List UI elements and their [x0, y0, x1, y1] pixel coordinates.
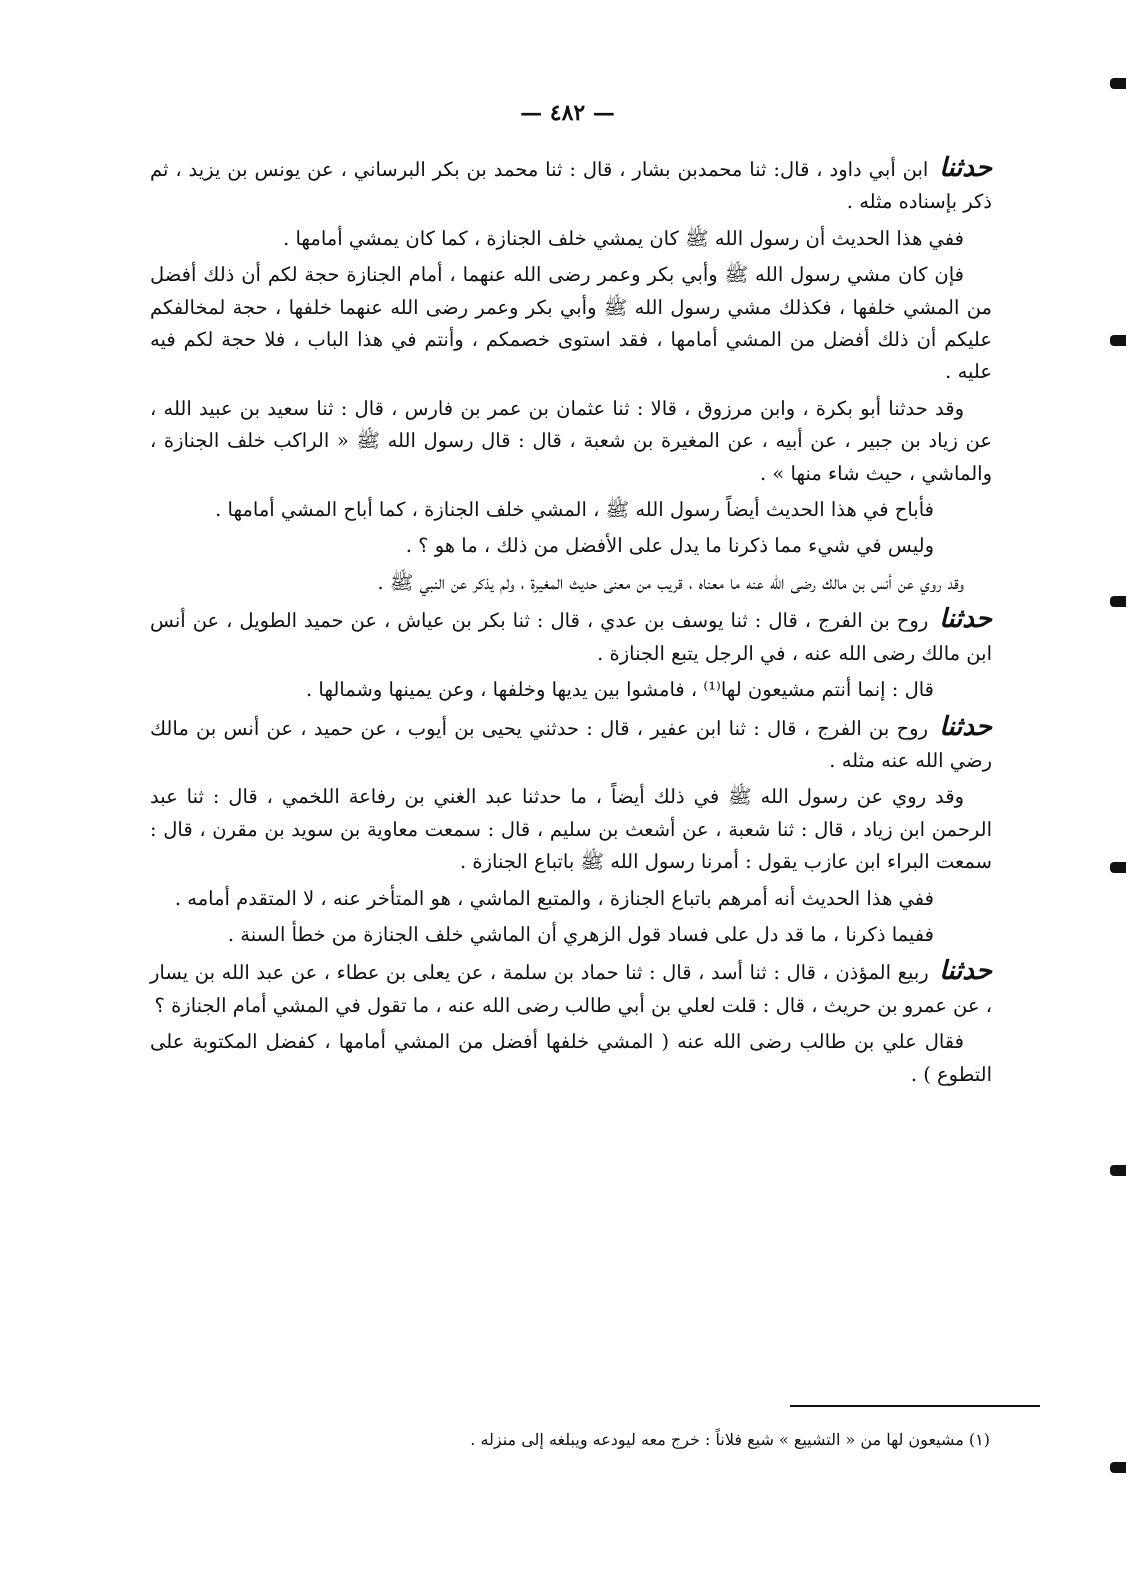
binding-mark — [1110, 1165, 1126, 1176]
paragraph — [150, 711, 992, 778]
paragraph-text: روح بن الفرج ، قال : ثنا ابن عفير ، قال : حدثني يحيى بن أيوب ، عن حميد ، عن أنس بن مالك رضي الله عنه مثله . — [150, 716, 992, 772]
paragraph — [150, 603, 992, 670]
paragraph — [150, 919, 992, 951]
paragraph — [150, 259, 992, 389]
paragraph-text: فأباح في هذا الحديث أيضاً رسول الله ﷺ ، المشي خلف الجنازة ، كما أباح المشي أمامها . — [215, 498, 934, 522]
paragraph — [150, 530, 992, 562]
paragraph — [150, 883, 992, 915]
paragraph — [150, 223, 992, 255]
paragraph — [150, 1026, 992, 1091]
paragraph-text: ففي هذا الحديث أنه أمرهم باتباع الجنازة ، والمتبع الماشي ، هو المتأخر عنه ، لا المتقدم أمامه . — [174, 886, 934, 910]
paragraph — [150, 955, 992, 1022]
paragraph-text: ابن أبي داود ، قال: ثنا محمدبن بشار ، قال : ثنا محمد بن بكر البرساني ، عن يونس بن يزيد ، ثم ذكر بإسناده مثله . — [150, 158, 992, 214]
footnote: (١) مشيعون لها من « التشييع » شيع فلاناً : خرج معه ليودعه ويبلغه إلى منزله . — [470, 1430, 990, 1449]
paragraph-text: ففي هذا الحديث أن رسول الله ﷺ كان يمشي خلف الجنازة ، كما كان يمشي أمامها . — [283, 226, 964, 250]
paragraph-text: روح بن الفرج ، قال : ثنا يوسف بن عدي ، قال : ثنا بكر بن عياش ، عن حميد الطويل ، عن أنس ابن مالك رضى الله عنه ، في الرجل يتبع الجنازة . — [150, 609, 992, 665]
binding-mark — [1110, 596, 1126, 607]
paragraph — [150, 674, 992, 706]
page-number: — ٤٨٢ — — [520, 100, 615, 126]
binding-mark — [1110, 1462, 1126, 1473]
paragraph-text: وقد روي عن أنس بن مالك رضى الله عنه ما معناه ، قريب من معنى حديث المغيرة ، ولم يذكر عن النبي ﷺ . — [377, 570, 964, 594]
footnote-divider — [790, 1405, 1040, 1407]
hadith-lead: حدثنا — [939, 153, 992, 183]
paragraph-text: ربيع المؤذن ، قال : ثنا أسد ، قال : ثنا حماد بن سلمة ، عن يعلى بن عطاء ، عن عبد الله بن يسار ، عن عمرو بن حريث ، قال : قلت لعلي بن أبي طالب رضى الله عنه ، ما تقول في المشي أمام الجنازة ؟ — [150, 961, 992, 1017]
paragraph-text: قال : إنما أنتم مشيعون لها⁽¹⁾ ، فامشوا بين يديها وخلفها ، وعن يمينها وشمالها . — [306, 678, 934, 702]
paragraph-text: وقد روي عن رسول الله ﷺ في ذلك أيضاً ، ما حدثنا عبد الغني بن رفاعة اللخمي ، قال : ثنا عبد الرحمن ابن زياد ، قال : ثنا شعبة ، عن أشعث بن سليم ، قال : سمعت معاوية بن سويد بن مقرن ، قال : سمعت البراء ابن عازب يقول : أمرنا رسول الله ﷺ باتباع الجنازة . — [150, 785, 992, 874]
binding-mark — [1110, 862, 1126, 873]
paragraph-text: ففيما ذكرنا ، ما قد دل على فساد قول الزهري أن الماشي خلف الجنازة من خطأ السنة . — [227, 922, 934, 946]
binding-mark — [1110, 335, 1126, 346]
paragraph-text: وقد حدثنا أبو بكرة ، وابن مرزوق ، قالا : ثنا عثمان بن عمر بن فارس ، قال : ثنا سعيد بن عبيد الله ، عن زياد بن جبير ، عن أبيه ، عن المغيرة بن شعبة ، قال : قال رسول الله ﷺ « الراكب خلف الجنازة ، والماشي ، حيث شاء منها » . — [150, 396, 992, 485]
paragraph — [150, 152, 992, 219]
hadith-lead: حدثنا — [939, 956, 992, 987]
binding-mark — [1110, 78, 1126, 89]
paragraph — [150, 781, 992, 878]
main-text — [150, 152, 992, 1095]
paragraph — [150, 393, 992, 490]
paragraph-text: فإن كان مشي رسول الله ﷺ وأبي بكر وعمر رضى الله عنهما ، أمام الجنازة حجة لكم أن ذلك أفضل من المشي خلفها ، فكذلك مشي رسول الله ﷺ وأبي بكر وعمر رضى الله عنهما خلفها ، حجة لمخالفكم عليكم أن ذلك أفضل من المشي أمامها ، فقد استوى خصمكم ، وأنتم في هذا الباب ، فلا حجة لكم فيه عليه . — [150, 263, 992, 384]
paragraph-text: وليس في شيء مما ذكرنا ما يدل على الأفضل من ذلك ، ما هو ؟ . — [405, 534, 934, 558]
paragraph — [150, 567, 992, 599]
paragraph-text: فقال علي بن طالب رضى الله عنه ( المشي خلفها أفضل من المشي أمامها ، كفضل المكتوبة على التطوع ) . — [150, 1030, 992, 1086]
hadith-lead: حدثنا — [939, 711, 993, 742]
paragraph — [150, 494, 992, 526]
hadith-lead: حدثنا — [939, 604, 993, 635]
